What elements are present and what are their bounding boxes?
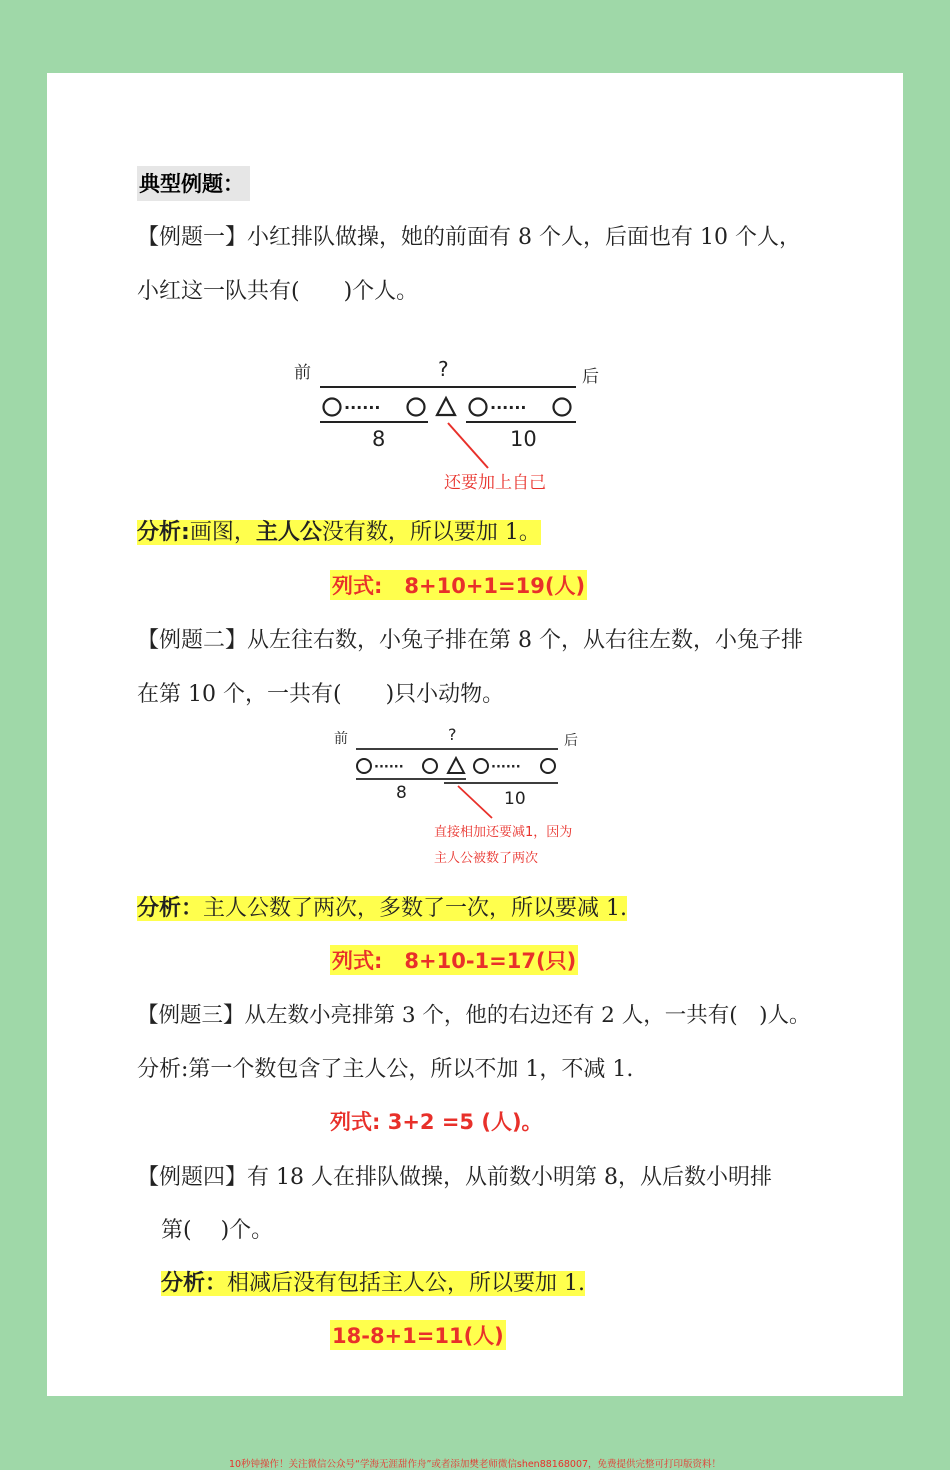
ex1-formula-label: 列式: xyxy=(332,574,383,598)
ex1-analysis-label: 分析: xyxy=(137,520,190,545)
ex1-analysis-a: 画图， xyxy=(189,520,256,545)
ex2-note-pointer xyxy=(458,786,492,818)
ex1-note-pointer xyxy=(448,423,488,468)
ex1-circle xyxy=(554,399,571,416)
ex3-line1: 【例题三】从左数小亮排第 3 个，他的右边还有 2 人，一共有( )人。 xyxy=(137,1003,811,1028)
ex4-formula: 18-8+1=11(人) xyxy=(330,1320,506,1350)
ex1-dots-right: ······ xyxy=(490,398,527,417)
ex2-note-line2: 主人公被数了两次 xyxy=(434,851,539,866)
ex4-analysis xyxy=(161,1266,585,1297)
ex2-formula-label: 列式: xyxy=(332,949,383,973)
ex2-right-count: 10 xyxy=(504,789,526,809)
ex1-line1: 【例题一】小红排队做操，她的前面有 8 个人，后面也有 10 个人， xyxy=(137,225,801,250)
ex1-left-count: 8 xyxy=(372,427,386,451)
ex2-formula xyxy=(330,945,578,975)
ex2-circle xyxy=(541,759,555,773)
ex1-circle xyxy=(408,399,425,416)
ex2-front-label: 前 xyxy=(334,731,348,747)
ex2-analysis-label: 分析： xyxy=(137,896,204,921)
ex1-analysis xyxy=(137,515,541,546)
ex2-analysis-text: 主人公数了两次，多数了一次，所以要减 1. xyxy=(203,896,628,921)
ex3-formula: 列式: 3+2 =5 (人)。 xyxy=(330,1110,543,1134)
ex2-circle xyxy=(423,759,437,773)
ex1-note: 还要加上自己 xyxy=(444,473,546,493)
ex3-analysis: 分析:第一个数包含了主人公，所以不加 1，不减 1. xyxy=(137,1057,634,1082)
ex1-right-count: 10 xyxy=(510,427,537,451)
ex1-circle xyxy=(470,399,487,416)
footer-notice: 10秒钟操作！关注微信公众号“学海无涯甜作舟”或者添加樊老师微信shen88168007，免费提供完整可打印版资料！ xyxy=(228,1459,722,1470)
ex4-line1: 【例题四】有 18 人在排队做操，从前数小明第 8，从后数小明排 xyxy=(137,1165,772,1190)
section-title: 典型例题： xyxy=(137,166,250,201)
ex1-analysis-protagonist: 主人公 xyxy=(255,520,322,545)
ex1-line2: 小红这一队共有( )个人。 xyxy=(137,279,419,304)
ex4-analysis-text: 相减后没有包括主人公，所以要加 1. xyxy=(227,1271,586,1296)
ex4-line2: 第( )个。 xyxy=(161,1218,274,1243)
ex1-front-label: 前 xyxy=(294,363,311,383)
ex2-triangle-protagonist xyxy=(448,758,464,773)
ex1-triangle-protagonist xyxy=(437,398,455,415)
ex1-analysis-c: 没有数，所以要加 1。 xyxy=(321,520,541,545)
ex1-dots-left: ······ xyxy=(344,398,381,417)
ex1-back-label: 后 xyxy=(582,367,599,387)
ex2-circle xyxy=(357,759,371,773)
ex2-note-line1: 直接相加还要减1，因为 xyxy=(434,825,573,840)
ex2-circle xyxy=(474,759,488,773)
ex2-line2: 在第 10 个，一共有( )只小动物。 xyxy=(137,682,505,707)
ex1-question-mark: ? xyxy=(438,357,449,381)
ex2-back-label: 后 xyxy=(564,733,578,749)
ex2-analysis xyxy=(137,891,627,922)
ex2-question-mark: ? xyxy=(448,725,457,744)
ex2-left-count: 8 xyxy=(396,783,407,803)
ex1-formula xyxy=(330,570,587,600)
ex1-circle xyxy=(324,399,341,416)
ex2-dots-left: ······ xyxy=(374,760,404,775)
ex2-dots-right: ······ xyxy=(491,760,521,775)
ex1-diagram xyxy=(280,350,620,500)
ex1-formula-expr: 8+10+1=19(人) xyxy=(404,574,586,598)
ex2-line1: 【例题二】从左往右数，小兔子排在第 8 个，从右往左数，小兔子排 xyxy=(137,628,803,653)
ex4-analysis-label: 分析： xyxy=(161,1271,228,1296)
ex2-formula-expr: 8+10-1=17(只) xyxy=(404,949,577,973)
ex2-diagram xyxy=(320,722,620,872)
